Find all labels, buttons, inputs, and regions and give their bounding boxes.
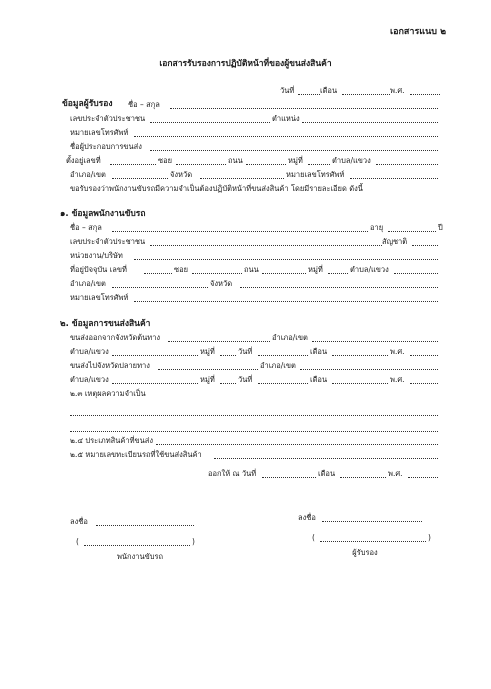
driver-moo-label: หมู่ที่ <box>308 265 323 274</box>
certifier-address-label: ตั้งอยู่เลขที่ <box>66 156 101 165</box>
driver-sign-open-paren: ( <box>76 537 79 546</box>
certifier-road-label: ถนน <box>228 156 243 165</box>
certifier-operator-field[interactable] <box>150 150 438 151</box>
driver-name-field[interactable] <box>112 231 368 232</box>
driver-sign-name-field[interactable] <box>84 545 190 546</box>
transport-dest-district-field[interactable] <box>300 369 438 370</box>
driver-age-label: อายุ <box>370 223 384 232</box>
driver-province-label: จังหวัด <box>210 279 233 288</box>
driver-district-field[interactable] <box>112 287 208 288</box>
driver-address-label: ที่อยู่ปัจจุบัน เลขที่ <box>70 265 127 274</box>
transport-dest-day-field[interactable] <box>258 383 308 384</box>
driver-sign-label: ลงชื่อ <box>70 517 88 526</box>
certifier-id-label: เลขประจำตัวประชาชน <box>70 114 146 123</box>
certifier-moo-label: หมู่ที่ <box>288 156 303 165</box>
transport-origin-subdistrict-field[interactable] <box>112 355 198 356</box>
certifier-province-field[interactable] <box>200 178 284 179</box>
driver-nationality-label: สัญชาติ <box>382 237 408 246</box>
transport-dest-year-label: พ.ศ. <box>390 375 405 384</box>
certifier-district-field[interactable] <box>112 178 168 179</box>
driver-soi-field[interactable] <box>192 273 242 274</box>
certifier-sign-open-paren: ( <box>312 533 315 542</box>
certifier-heading: ข้อมูลผู้รับรอง <box>62 99 113 109</box>
driver-road-label: ถนน <box>244 265 259 274</box>
transport-origin-day-label: วันที่ <box>238 347 253 356</box>
transport-dest-year-field[interactable] <box>410 383 438 384</box>
certifier-id-field[interactable] <box>150 122 270 123</box>
date-day-field[interactable] <box>298 94 320 95</box>
certifier-moo-field[interactable] <box>308 164 330 165</box>
transport-dest-subdistrict-field[interactable] <box>112 383 198 384</box>
transport-origin-district-label: อำเภอ/เขต <box>272 333 308 342</box>
transport-dest-moo-label: หมู่ที่ <box>200 375 215 384</box>
driver-agency-field[interactable] <box>134 259 438 260</box>
certifier-phone-field[interactable] <box>134 136 438 137</box>
driver-age-field[interactable] <box>388 231 436 232</box>
certifier-soi-field[interactable] <box>176 164 226 165</box>
certifier-subdistrict-label: ตำบล/แขวง <box>332 156 371 165</box>
transport-origin-day-field[interactable] <box>258 355 308 356</box>
driver-sign-caption: พนักงานขับรถ <box>116 552 164 561</box>
certifier-road-field[interactable] <box>246 164 286 165</box>
transport-issued-year-field[interactable] <box>408 477 438 478</box>
driver-subdistrict-field[interactable] <box>394 273 438 274</box>
transport-reason-label: ๒.๓ เหตุผลความจำเป็น <box>70 389 146 398</box>
driver-road-field[interactable] <box>262 273 306 274</box>
transport-dest-moo-field[interactable] <box>220 383 236 384</box>
driver-phone-field[interactable] <box>134 301 438 302</box>
transport-origin-subdistrict-label: ตำบล/แขวง <box>70 347 109 356</box>
transport-issued-day-field[interactable] <box>262 477 316 478</box>
driver-heading: ๑. ข้อมูลพนักงานขับรถ <box>60 209 146 219</box>
transport-origin-month-label: เดือน <box>310 347 328 356</box>
certifier-position-field[interactable] <box>302 122 438 123</box>
certifier-operator-label: ชื่อผู้ประกอบการขนส่ง <box>70 142 142 151</box>
transport-origin-month-field[interactable] <box>332 355 388 356</box>
transport-destination-label: ขนส่งไปจังหวัดปลายทาง <box>70 361 150 370</box>
annex-label: เอกสารแนบ ๒ <box>390 27 447 37</box>
transport-issued-label: ออกให้ ณ วันที่ <box>208 469 257 478</box>
transport-origin-moo-label: หมู่ที่ <box>200 347 215 356</box>
driver-subdistrict-label: ตำบล/แขวง <box>350 265 389 274</box>
certifier-province-label: จังหวัด <box>170 170 193 179</box>
transport-destination-field[interactable] <box>158 369 258 370</box>
transport-reason-line-1[interactable] <box>70 415 438 416</box>
certifier-phone2-label: หมายเลขโทรศัพท์ <box>286 170 345 179</box>
certifier-address-field[interactable] <box>110 164 156 165</box>
certifier-district-label: อำเภอ/เขต <box>70 170 106 179</box>
driver-district-label: อำเภอ/เขต <box>70 279 106 288</box>
driver-id-field[interactable] <box>150 245 382 246</box>
transport-origin-year-field[interactable] <box>410 355 438 356</box>
certifier-name-label: ชื่อ – สกุล <box>128 100 160 109</box>
transport-issued-month-field[interactable] <box>340 477 386 478</box>
certifier-sign-label: ลงชื่อ <box>298 513 316 522</box>
transport-goods-field[interactable] <box>156 444 438 445</box>
driver-province-field[interactable] <box>240 287 438 288</box>
certifier-statement: ขอรับรองว่าพนักงานขับรถมีความจำเป็นต้องปฏิบัติหน้าที่ขนส่งสินค้า โดยมีรายละเอียด ดังนี้ <box>70 184 363 193</box>
driver-name-label: ชื่อ – สกุล <box>70 223 102 232</box>
document-title: เอกสารรับรองการปฏิบัติหน้าที่ของผู้ขนส่งสินค้า <box>159 59 332 69</box>
driver-sign-close-paren: ) <box>192 537 195 546</box>
transport-dest-day-label: วันที่ <box>238 375 253 384</box>
transport-dest-subdistrict-label: ตำบล/แขวง <box>70 375 109 384</box>
transport-goods-label: ๒.๔ ประเภทสินค้าที่ขนส่ง <box>70 436 154 445</box>
certifier-phone2-field[interactable] <box>350 178 438 179</box>
certifier-sign-close-paren: ) <box>428 533 431 542</box>
transport-plate-label: ๒.๕ หมายเลขทะเบียนรถที่ใช้ขนส่งสินค้า <box>70 450 202 459</box>
date-year-field[interactable] <box>410 94 440 95</box>
date-month-label: เดือน <box>320 86 338 95</box>
driver-nationality-field[interactable] <box>412 245 438 246</box>
transport-dest-district-label: อำเภอ/เขต <box>260 361 296 370</box>
transport-dest-month-label: เดือน <box>310 375 328 384</box>
transport-origin-moo-field[interactable] <box>220 355 236 356</box>
transport-origin-label: ขนส่งออกจากจังหวัดต้นทาง <box>70 333 161 342</box>
transport-heading: ๒. ข้อมูลการขนส่งสินค้า <box>60 319 151 329</box>
driver-agency-label: หน่วยงาน/บริษัท <box>70 251 123 260</box>
transport-origin-year-label: พ.ศ. <box>390 347 405 356</box>
transport-plate-field[interactable] <box>214 458 438 459</box>
certifier-sign-caption: ผู้รับรอง <box>352 548 378 557</box>
transport-origin-district-field[interactable] <box>312 341 438 342</box>
transport-issued-month-label: เดือน <box>318 469 336 478</box>
driver-address-field[interactable] <box>144 273 172 274</box>
transport-dest-month-field[interactable] <box>332 383 388 384</box>
date-month-field[interactable] <box>342 94 390 95</box>
date-year-label: พ.ศ. <box>390 86 405 95</box>
certifier-soi-label: ซอย <box>158 156 172 165</box>
certifier-subdistrict-field[interactable] <box>376 164 438 165</box>
driver-sign-field[interactable] <box>96 525 194 526</box>
driver-phone-label: หมายเลขโทรศัพท์ <box>70 293 129 302</box>
driver-soi-label: ซอย <box>174 265 188 274</box>
certifier-phone-label: หมายเลขโทรศัพท์ <box>70 128 129 137</box>
driver-moo-field[interactable] <box>328 273 348 274</box>
certifier-sign-field[interactable] <box>322 521 422 522</box>
certifier-sign-name-field[interactable] <box>320 541 426 542</box>
certifier-name-field[interactable] <box>170 108 438 109</box>
driver-age-unit: ปี <box>438 223 443 232</box>
transport-reason-line-2[interactable] <box>70 431 438 432</box>
transport-issued-year-label: พ.ศ. <box>388 469 403 478</box>
transport-origin-field[interactable] <box>168 341 270 342</box>
driver-id-label: เลขประจำตัวประชาชน <box>70 237 146 246</box>
certifier-position-label: ตำแหน่ง <box>272 114 300 123</box>
date-day-label: วันที่ <box>280 86 295 95</box>
